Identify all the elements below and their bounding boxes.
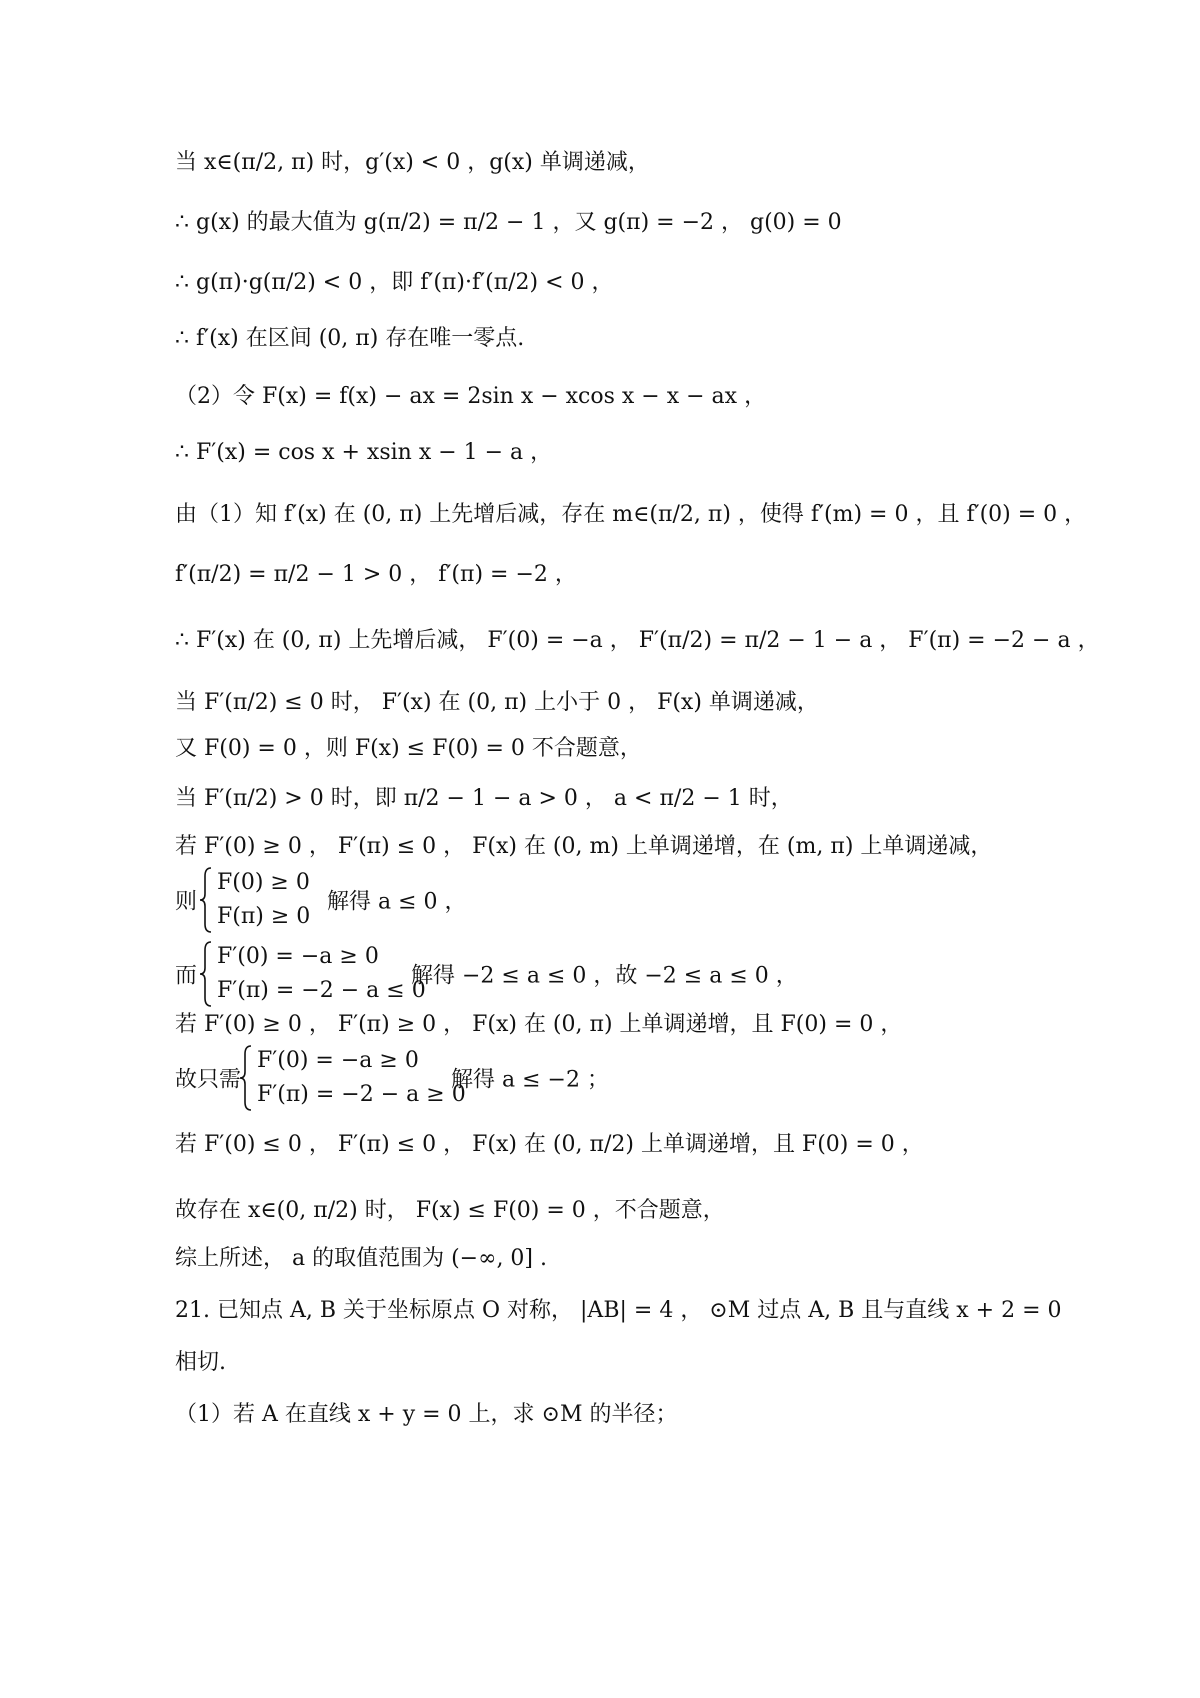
text-line: （2）令 F(x) = f(x) − ax = 2sin x − xcos x − x − ax ， <box>175 384 767 409</box>
text-line: ∴ F′(x) 在 (0, π) 上先增后减， F′(0) = −a ， F′(π/2) = π/2 − 1 − a ， F′(π) = −2 − a ， <box>175 628 1100 653</box>
left-brace-icon <box>239 1044 253 1112</box>
text-line: f′(π/2) = π/2 − 1 > 0 ， f′(π) = −2 ， <box>175 562 577 587</box>
system-row: F′(π) = −2 − a ≤ 0 <box>217 978 426 1003</box>
system-result: 解得 a ≤ −2 ； <box>451 1067 609 1093</box>
text-line: 当 F′(π/2) ≤ 0 时， F′(x) 在 (0, π) 上小于 0 ， F(x) 单调递减， <box>175 690 819 715</box>
text-line: 综上所述， a 的取值范围为 (−∞, 0] . <box>175 1246 547 1271</box>
text-line: 故存在 x∈(0, π/2) 时， F(x) ≤ F(0) = 0 ，不合题意， <box>175 1198 725 1223</box>
text-line: 当 x∈(π/2, π) 时，g′(x) < 0 ，g(x) 单调递减， <box>175 150 650 175</box>
system-row: F(0) ≥ 0 <box>217 870 310 895</box>
text-line: 若 F′(0) ≤ 0 ， F′(π) ≤ 0 ， F(x) 在 (0, π/2) 上单调递增，且 F(0) = 0 ， <box>175 1132 924 1157</box>
left-brace-icon <box>199 866 213 934</box>
equation-system <box>175 866 775 934</box>
text-line: 当 F′(π/2) > 0 时，即 π/2 − 1 − a > 0 ， a < π/2 − 1 时， <box>175 786 793 811</box>
system-result: 解得 −2 ≤ a ≤ 0 ，故 −2 ≤ a ≤ 0 ， <box>411 963 798 989</box>
equation-system <box>175 1044 875 1112</box>
system-prefix: 故只需 <box>175 1067 242 1093</box>
text-line: 又 F(0) = 0 ，则 F(x) ≤ F(0) = 0 不合题意， <box>175 736 642 761</box>
text-line: ∴ F′(x) = cos x + xsin x − 1 − a ， <box>175 440 553 465</box>
text-line: ∴ g(π)·g(π/2) < 0 ，即 f′(π)·f′(π/2) < 0 ， <box>175 270 614 295</box>
system-result: 解得 a ≤ 0 ， <box>327 889 467 915</box>
text-line: 由（1）知 f′(x) 在 (0, π) 上先增后减，存在 m∈(π/2, π) ，使得 f′(m) = 0 ，且 f′(0) = 0 ， <box>175 502 1087 527</box>
system-row: F′(π) = −2 − a ≥ 0 <box>257 1082 466 1107</box>
left-brace-icon <box>199 940 213 1008</box>
problem-statement: 21. 已知点 A, B 关于坐标原点 O 对称， |AB| = 4 ， ⊙M 过点 A, B 且与直线 x + 2 = 0 <box>175 1298 1062 1323</box>
system-prefix: 而 <box>175 963 198 989</box>
system-row: F′(0) = −a ≥ 0 <box>217 944 379 969</box>
text-line: 若 F′(0) ≥ 0 ， F′(π) ≤ 0 ， F(x) 在 (0, m) 上单调递增，在 (m, π) 上单调递减， <box>175 834 993 859</box>
problem-subquestion: （1）若 A 在直线 x + y = 0 上，求 ⊙M 的半径； <box>175 1402 678 1427</box>
text-line: ∴ f′(x) 在区间 (0, π) 存在唯一零点. <box>175 326 525 351</box>
equation-system <box>175 940 875 1008</box>
system-prefix: 则 <box>175 889 198 915</box>
text-line: 相切. <box>175 1350 226 1375</box>
text-line: ∴ g(x) 的最大值为 g(π/2) = π/2 − 1 ，又 g(π) = −2 ， g(0) = 0 <box>175 210 842 235</box>
text-line: 若 F′(0) ≥ 0 ， F′(π) ≥ 0 ， F(x) 在 (0, π) 上单调递增，且 F(0) = 0 ， <box>175 1012 903 1037</box>
system-row: F(π) ≥ 0 <box>217 904 311 929</box>
system-row: F′(0) = −a ≥ 0 <box>257 1048 419 1073</box>
